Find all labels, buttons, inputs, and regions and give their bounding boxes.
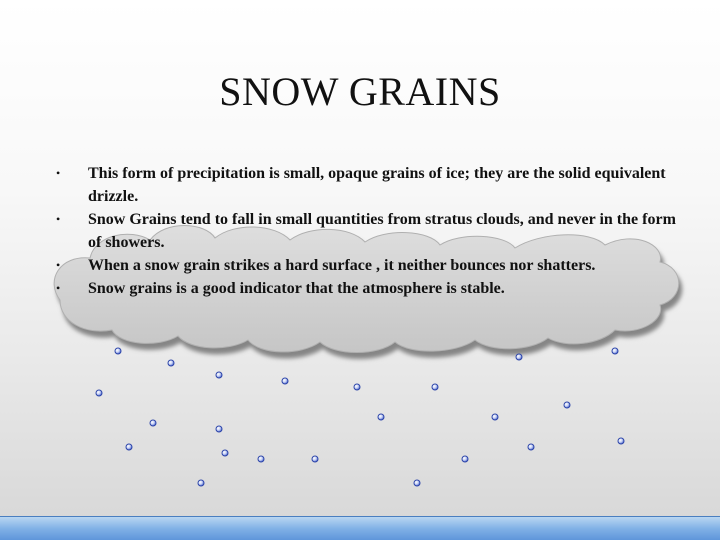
snow-grain-icon <box>216 426 222 432</box>
snow-grain-icon <box>492 414 498 420</box>
snow-grain-icon <box>354 384 360 390</box>
bullet-item <box>56 162 676 208</box>
snow-grain-icon <box>198 480 204 486</box>
snow-grain-icon <box>516 354 522 360</box>
bullet-list <box>56 162 676 300</box>
snow-grain-icon <box>258 456 264 462</box>
snow-grain-icon <box>564 402 570 408</box>
snow-grain-icon <box>432 384 438 390</box>
snow-grain-icon <box>282 378 288 384</box>
bullet-dot-icon: • <box>56 166 61 180</box>
snow-grain-icon <box>96 390 102 396</box>
bullet-item <box>56 208 676 254</box>
bullet-dot-icon: • <box>56 258 61 272</box>
footer-bar <box>0 516 720 540</box>
snow-grain-icon <box>312 456 318 462</box>
snow-grain-icon <box>222 450 228 456</box>
snow-grain-icon <box>168 360 174 366</box>
bullet-item <box>56 254 676 277</box>
snow-grain-icon <box>618 438 624 444</box>
snow-grain-icon <box>414 480 420 486</box>
bullet-dot-icon: • <box>56 281 61 295</box>
bullet-text: Snow Grains tend to fall in small quantities from stratus clouds, and never in the form of showers. <box>88 211 676 251</box>
bullet-text: This form of precipitation is small, opaque grains of ice; they are the solid equivalent drizzle. <box>88 165 666 205</box>
bullet-text: When a snow grain strikes a hard surface , it neither bounces nor shatters. <box>88 257 596 274</box>
snow-grain-icon <box>462 456 468 462</box>
snow-grain-icon <box>378 414 384 420</box>
bullet-dot-icon: • <box>56 212 61 226</box>
snow-grain-icon <box>126 444 132 450</box>
snow-grain-icon <box>150 420 156 426</box>
slide-title: SNOW GRAINS <box>219 69 501 114</box>
snow-grain-icon <box>612 348 618 354</box>
snow-grains <box>96 348 624 486</box>
snow-grain-icon <box>115 348 121 354</box>
snow-grain-icon <box>216 372 222 378</box>
snow-grain-icon <box>528 444 534 450</box>
bullet-text: Snow grains is a good indicator that the atmosphere is stable. <box>88 280 505 297</box>
bullet-item <box>56 277 676 300</box>
